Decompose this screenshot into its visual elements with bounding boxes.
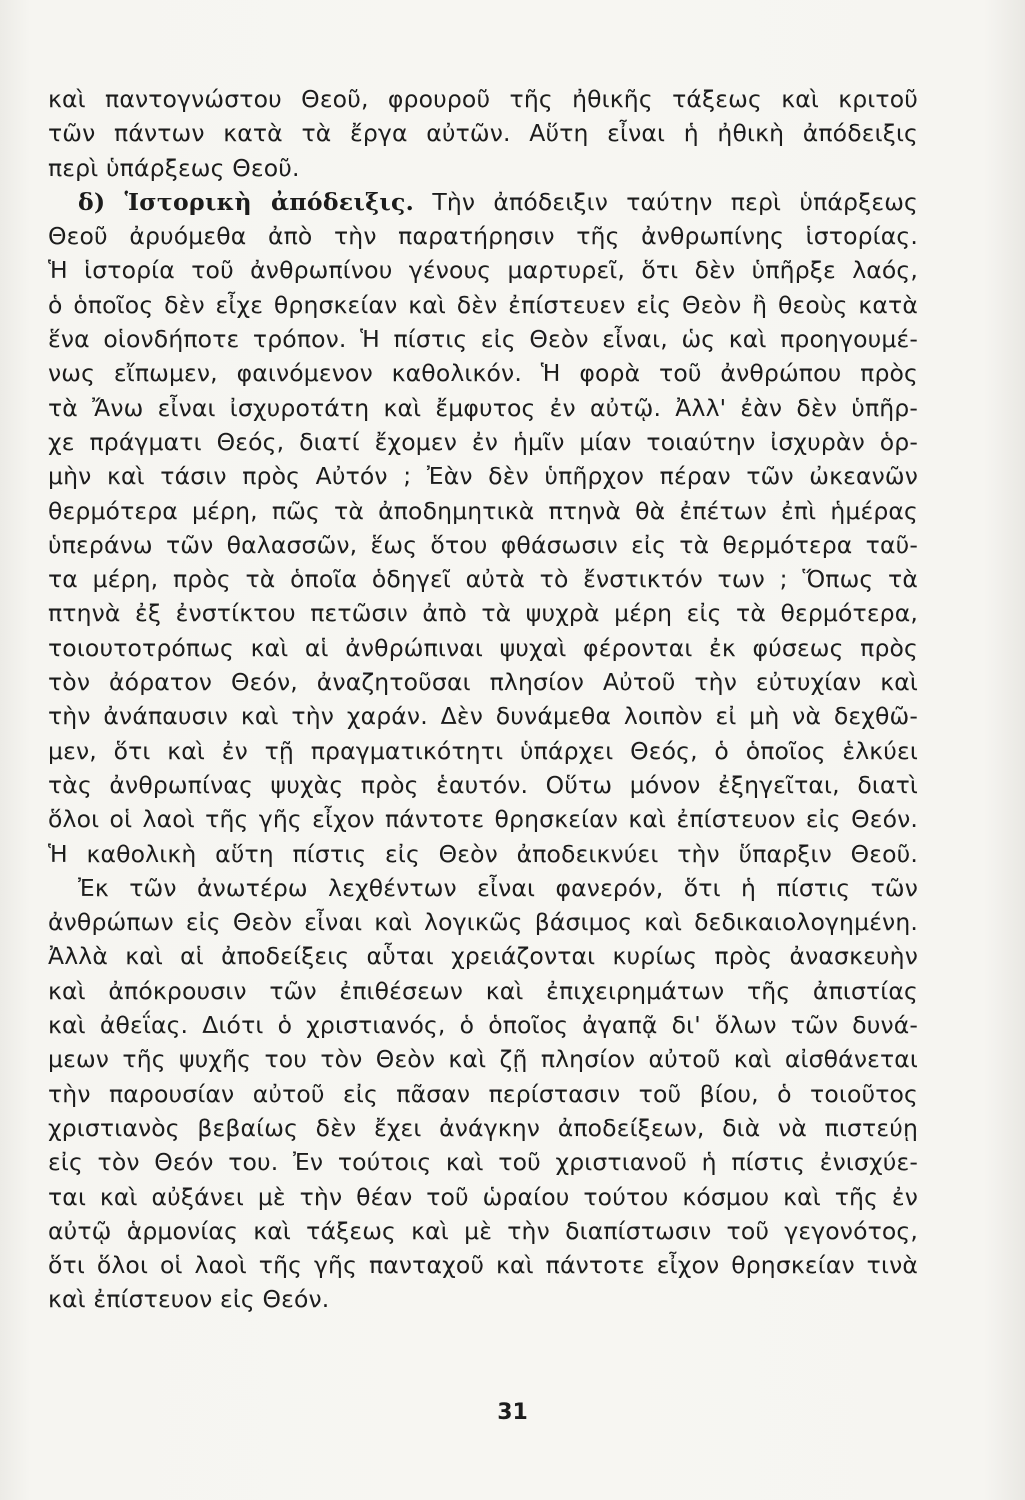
section-heading-rest: Τὴν ἀπόδειξιν ταύτην περὶ ὑπάρξεως	[432, 187, 918, 216]
page-number: 31	[497, 1400, 528, 1425]
text-line: τὸν ἀόρατον Θεόν, ἀναζητοῦσαι πλησίον Αὐτοῦ τὴν εὐτυχίαν καὶ	[48, 668, 918, 697]
section-heading: δ) Ἱστορικὴ ἀπόδειξις.	[78, 187, 415, 216]
text-line: Θεοῦ ἀρυόμεθα ἀπὸ τὴν παρατήρησιν τῆς ἀνθρωπίνης ἱστορίας.	[48, 222, 918, 251]
text-line: περὶ ὑπάρξεως Θεοῦ.	[48, 153, 300, 182]
text-line: εἰς τὸν Θεόν του. Ἐν τούτοις καὶ τοῦ χριστιανοῦ ἡ πίστις ἐνισχύε-	[48, 1148, 918, 1177]
section-heading-line	[48, 185, 918, 219]
text-line: μεν, ὅτι καὶ ἐν τῇ πραγματικότητι ὑπάρχει Θεός, ὁ ὁποῖος ἑλκύει	[48, 736, 918, 765]
text-line: ται καὶ αὐξάνει μὲ τὴν θέαν τοῦ ὡραίου τούτου κόσμου καὶ τῆς ἐν	[48, 1182, 918, 1211]
text-line: Ἡ ἱστορία τοῦ ἀνθρωπίνου γένους μαρτυρεῖ, ὅτι δὲν ὑπῆρξε λαός,	[48, 256, 918, 285]
text-line: χριστιανὸς βεβαίως δὲν ἔχει ἀνάγκην ἀποδείξεων, διὰ νὰ πιστεύῃ	[48, 1113, 918, 1142]
text-line: τῶν πάντων κατὰ τὰ ἔργα αὐτῶν. Αὕτη εἶναι ἡ ἠθικὴ ἀπόδειξις	[48, 119, 918, 148]
text-line: καὶ παντογνώστου Θεοῦ, φρουροῦ τῆς ἠθικῆς τάξεως καὶ κριτοῦ	[48, 85, 918, 113]
text-line: τα μέρη, πρὸς τὰ ὁποῖα ὁδηγεῖ αὐτὰ τὸ ἔνστικτόν των ; Ὅπως τὰ	[48, 565, 918, 594]
text-line: Ἡ καθολικὴ αὕτη πίστις εἰς Θεὸν ἀποδεικνύει τὴν ὕπαρξιν Θεοῦ.	[48, 839, 918, 868]
text-line: ὑπεράνω τῶν θαλασσῶν, ἕως ὅτου φθάσωσιν εἰς τὰ θερμότερα ταῦ-	[48, 530, 918, 559]
text-line: τὴν ἀνάπαυσιν καὶ τὴν χαράν. Δὲν δυνάμεθα λοιπὸν εἰ μὴ νὰ δεχθῶ-	[48, 702, 918, 731]
body-text	[48, 82, 918, 1317]
text-line: καὶ ἐπίστευον εἰς Θεόν.	[48, 1285, 330, 1314]
text-line: ἀνθρώπων εἰς Θεὸν εἶναι καὶ λογικῶς βάσιμος καὶ δεδικαιολογημένη.	[48, 908, 918, 937]
text-line: τὰς ἀνθρωπίνας ψυχὰς πρὸς ἑαυτόν. Οὕτω μόνον ἐξηγεῖται, διατὶ	[48, 770, 918, 799]
text-line: ὁ ὁποῖος δὲν εἶχε θρησκείαν καὶ δὲν ἐπίστευεν εἰς Θεὸν ἢ θεοὺς κατὰ	[48, 290, 918, 319]
text-line: Ἀλλὰ καὶ αἱ ἀποδείξεις αὗται χρειάζονται κυρίως πρὸς ἀνασκευὴν	[48, 942, 918, 971]
text-line: τὰ Ἄνω εἶναι ἰσχυροτάτη καὶ ἔμφυτος ἐν αὐτῷ. Ἀλλ' ἐὰν δὲν ὑπῆρ-	[48, 393, 918, 422]
text-line: ὅλοι οἱ λαοὶ τῆς γῆς εἶχον πάντοτε θρησκείαν καὶ ἐπίστευον εἰς Θεόν.	[48, 805, 918, 834]
text-line: Ἐκ τῶν ἀνωτέρω λεχθέντων εἶναι φανερόν, ὅτι ἡ πίστις τῶν	[78, 873, 918, 902]
text-line: τοιουτοτρόπως καὶ αἱ ἀνθρώπιναι ψυχαὶ φέρονται ἐκ φύσεως πρὸς	[48, 633, 918, 662]
text-line: θερμότερα μέρη, πῶς τὰ ἀποδημητικὰ πτηνὰ θὰ ἐπέτων ἐπὶ ἡμέρας	[48, 496, 918, 525]
text-line: νως εἴπωμεν, φαινόμενον καθολικόν. Ἡ φορὰ τοῦ ἀνθρώπου πρὸς	[48, 359, 918, 388]
text-line: αὐτῷ ἁρμονίας καὶ τάξεως καὶ μὲ τὴν διαπίστωσιν τοῦ γεγονότος,	[48, 1216, 918, 1245]
text-line: ἕνα οἱονδήποτε τρόπον. Ἡ πίστις εἰς Θεὸν εἶναι, ὡς καὶ προηγουμέ-	[48, 325, 918, 354]
text-line: καὶ ἀθεΐας. Διότι ὁ χριστιανός, ὁ ὁποῖος ἀγαπᾷ δι' ὅλων τῶν δυνά-	[48, 1011, 918, 1040]
text-line: πτηνὰ ἐξ ἐνστίκτου πετῶσιν ἀπὸ τὰ ψυχρὰ μέρη εἰς τὰ θερμότερα,	[48, 599, 918, 628]
text-line: μεων τῆς ψυχῆς του τὸν Θεὸν καὶ ζῇ πλησίον αὐτοῦ καὶ αἰσθάνεται	[48, 1045, 918, 1074]
text-line: ὅτι ὅλοι οἱ λαοὶ τῆς γῆς πανταχοῦ καὶ πάντοτε εἶχον θρησκείαν τινὰ	[48, 1251, 918, 1280]
text-line: τὴν παρουσίαν αὐτοῦ εἰς πᾶσαν περίστασιν τοῦ βίου, ὁ τοιοῦτος	[48, 1079, 918, 1108]
text-line: χε πράγματι Θεός, διατί ἔχομεν ἐν ἡμῖν μίαν τοιαύτην ἰσχυρὰν ὁρ-	[48, 427, 918, 456]
text-line: μὴν καὶ τάσιν πρὸς Αὐτόν ; Ἐὰν δὲν ὑπῆρχον πέραν τῶν ὠκεανῶν	[48, 462, 918, 491]
text-line: καὶ ἀπόκρουσιν τῶν ἐπιθέσεων καὶ ἐπιχειρημάτων τῆς ἀπιστίας	[48, 976, 918, 1005]
